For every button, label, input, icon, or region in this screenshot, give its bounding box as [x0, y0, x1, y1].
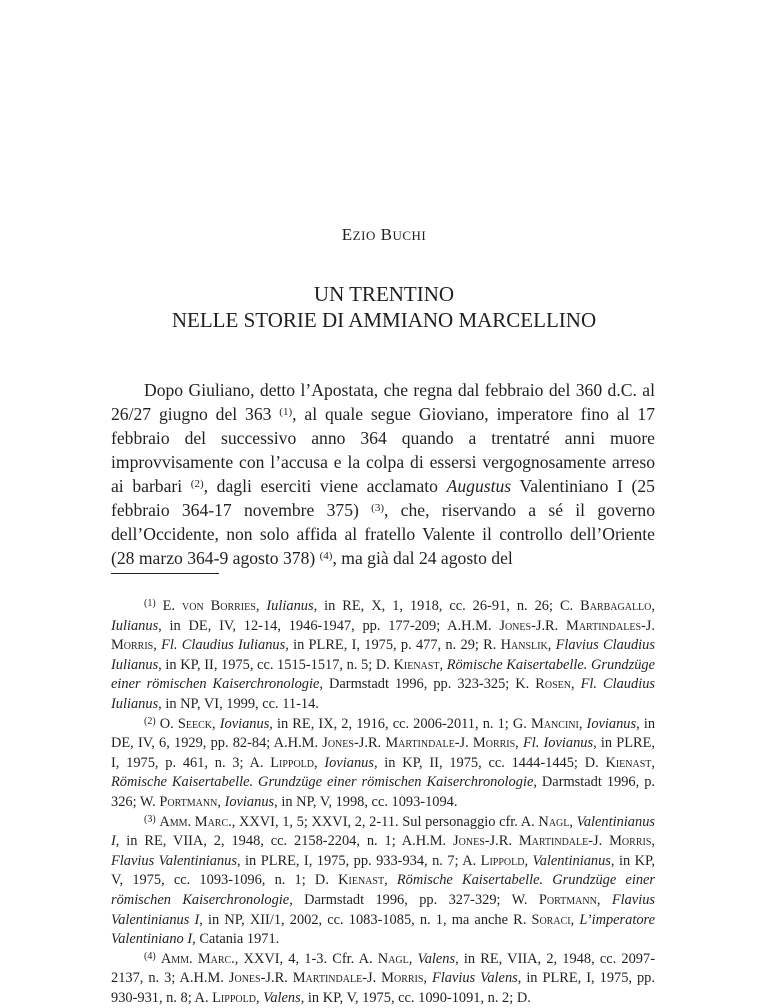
title-line-1: UN TRENTINO: [313, 282, 455, 306]
footnotes: [111, 597, 655, 1008]
footnote-ref-3[interactable]: (3): [371, 502, 384, 514]
article-title: [0, 281, 768, 333]
footnote-ref-1[interactable]: (1): [279, 406, 293, 418]
body-paragraph: Dopo Giuliano, detto l’Apostata, che regna dal febbraio del 360 d.C. al 26/27 giugno del 363 $^{(1)}$, al quale segue Gioviano, imperatore fino al 17 febbraio del successivo anno 364 quando a trentatré anni muore improvvisamente con l’accusa e la colpa di essersi vergognosamente arreso ai barbari $^{(2)}$, dagli eserciti viene acclamato Augustus Valentiniano I (25 febbraio 364-17 novembre 375) $^{(3)}$, che, riservando a sé il governo dell’Occidente, non solo affida al fratello Valente il controllo dell’Oriente (28 marzo 364-9 agosto 378) $^{(4)}$, ma già dal 24 agosto del: [111, 380, 655, 568]
footnote-ref-2[interactable]: (2): [190, 478, 204, 490]
footnote-4: $^{(4)}$ Amm. Marc., XXVI, 4, 1-3. Cfr. A. Nagl, Valens, in RE, VIIA, 2, 1948, cc. 2097-2137, n. 3; A.H.M. Jones-J.R. Martindale-J. Morris, Flavius Valens, in PLRE, I, 1975, pp. 930-931, n. 8; A. Lippold, Valens, in KP, V, 1975, cc. 1090-1091, n. 2; D.: [111, 950, 655, 1006]
author-name: EZIO BUCHI: [341, 225, 427, 244]
footnote-ref-4[interactable]: (4): [319, 550, 333, 562]
footnote-2: $^{(2)}$ O. Seeck, Iovianus, in RE, IX, 2, 1916, cc. 2006-2011, n. 1; G. Mancini, Iovianus, in DE, IV, 6, 1929, pp. 82-84; A.H.M. Jones-J.R. Martindale-J. Morris, Fl. Iovianus, in PLRE, I, 1975, p. 461, n. 3; A. Lippold, Iovianus, in KP, II, 1975, cc. 1444-1445; D. Kienast, Römische Kaisertabelle. Grundzüge einer römischen Kaiserchronologie, Darmstadt 1996, p. 326; W. Portmann, Iovianus, in NP, V, 1998, cc. 1093-1094.: [111, 715, 656, 810]
footnote-3: $^{(3)}$ Amm. Marc., XXVI, 1, 5; XXVI, 2, 2-11. Sul personaggio cfr. A. Nagl, Valentinianus I, in RE, VIIA, 2, 1948, cc. 2158-2204, n. 1; A.H.M. Jones-J.R. Martindale-J. Morris, Flavius Valentinianus, in PLRE, I, 1975, pp. 933-934, n. 7; A. Lippold, Valentinianus, in KP, V, 1975, cc. 1093-1096, n. 1; D. Kienast, Römische Kaisertabelle. Grundzüge einer römischen Kaiserchronologie, Darmstadt 1996, pp. 327-329; W. Portmann, Flavius Valentinianus I, in NP, XII/1, 2002, cc. 1083-1085, n. 1, ma anche R. Soraci, L’imperatore Valentiniano I, Catania 1971.: [111, 813, 656, 948]
title-line-2: NELLE STORIE DI AMMIANO MARCELLINO: [171, 308, 597, 332]
footnote-separator: [111, 573, 219, 574]
footnote-1: $^{(1)}$ E. von Borries, Iulianus, in RE, X, 1, 1918, cc. 26-91, n. 26; C. Barbagallo, Iulianus, in DE, IV, 12-14, 1946-1947, pp. 177-209; A.H.M. Jones-J.R. Martindales-J. Morris, Fl. Claudius Iulianus, in PLRE, I, 1975, p. 477, n. 29; R. Hanslik, Flavius Claudius Iulianus, in KP, II, 1975, cc. 1515-1517, n. 5; D. Kienast, Römische Kaisertabelle. Grundzüge einer römischen Kaiserchronologie, Darmstadt 1996, pp. 323-325; K. Rosen, Fl. Claudius Iulianus, in NP, VI, 1999, cc. 11-14.: [111, 598, 655, 712]
